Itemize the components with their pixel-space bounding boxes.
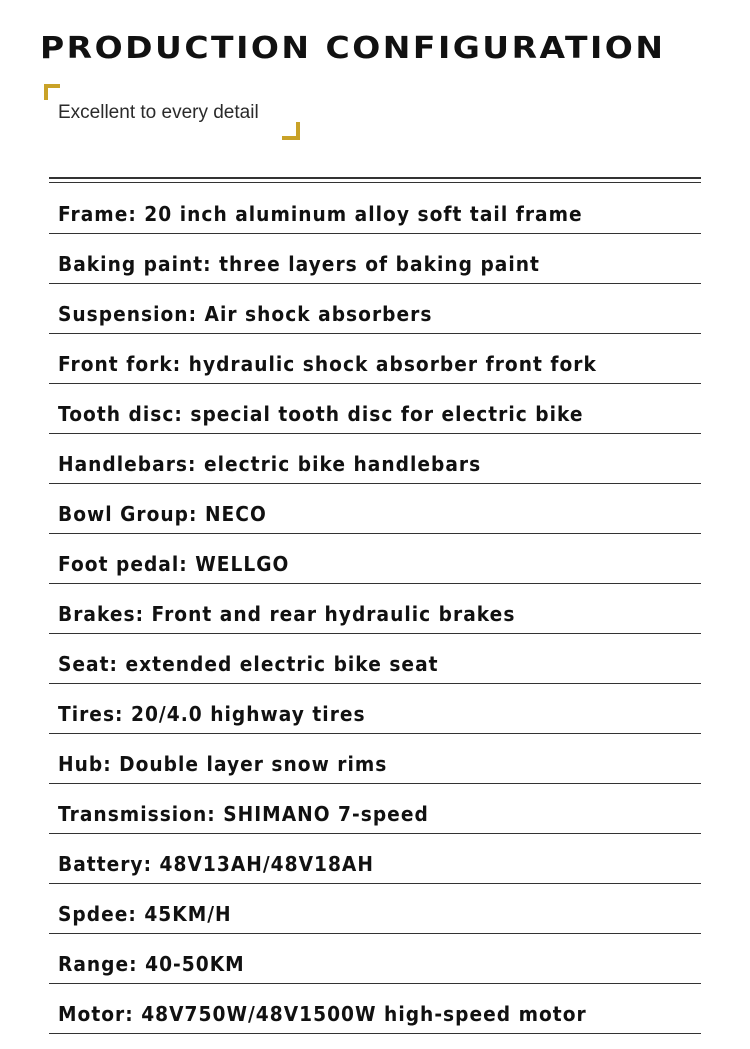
corner-bracket-bottom-right [282,122,300,140]
subtitle: Excellent to every detail [58,102,259,123]
spec-text: Foot pedal: WELLGO [58,551,290,576]
divider-top [49,177,701,179]
spec-row-baking-paint [49,234,701,284]
spec-text: Tires: 20/4.0 highway tires [58,701,366,726]
spec-text: Battery: 48V13AH/48V18AH [58,851,374,876]
spec-text: Front fork: hydraulic shock absorber front fork [58,351,597,376]
spec-row-tooth-disc [49,384,701,434]
spec-text: Handlebars: electric bike handlebars [58,451,482,476]
spec-text: Motor: 48V750W/48V1500W high-speed motor [58,1001,587,1026]
spec-row-motor [49,984,701,1034]
spec-row-suspension [49,284,701,334]
spec-row-transmission [49,784,701,834]
spec-text: Brakes: Front and rear hydraulic brakes [58,601,516,626]
spec-text: Baking paint: three layers of baking paint [58,251,540,276]
spec-text: Transmission: SHIMANO 7-speed [58,801,429,826]
spec-text: Spdee: 45KM/H [58,901,232,926]
spec-row-front-fork [49,334,701,384]
divider-top-secondary [49,182,701,183]
spec-row-seat [49,634,701,684]
spec-row-hub [49,734,701,784]
spec-row-range [49,934,701,984]
spec-text: Bowl Group: NECO [58,501,267,526]
spec-text: Frame: 20 inch aluminum alloy soft tail frame [58,201,583,226]
spec-row-brakes [49,584,701,634]
corner-bracket-top-left [44,84,60,100]
spec-text: Range: 40-50KM [58,951,245,976]
spec-row-frame [49,184,701,234]
page-title: PRODUCTION CONFIGURATION [40,29,666,66]
spec-text: Seat: extended electric bike seat [58,651,439,676]
spec-row-foot-pedal [49,534,701,584]
spec-text: Suspension: Air shock absorbers [58,301,433,326]
spec-list [49,184,701,1034]
spec-row-handlebars [49,434,701,484]
spec-text: Tooth disc: special tooth disc for electric bike [58,401,584,426]
spec-row-battery [49,834,701,884]
spec-row-speed [49,884,701,934]
spec-row-tires [49,684,701,734]
subtitle-frame [44,84,300,140]
spec-text: Hub: Double layer snow rims [58,751,388,776]
spec-row-bowl-group [49,484,701,534]
